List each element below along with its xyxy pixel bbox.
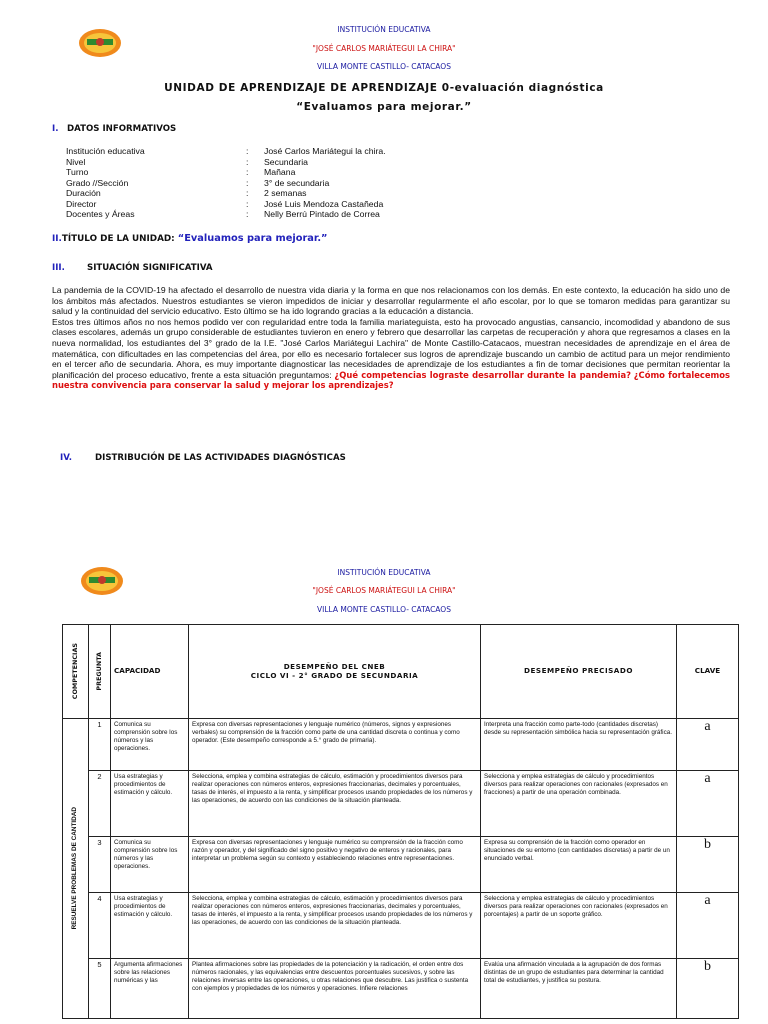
school-name-2: "JOSÉ CARLOS MARIÁTEGUI LA CHIRA" [312,586,456,595]
header-capacidad: CAPACIDAD [111,625,189,719]
info-row-director: Director : José Luis Mendoza Castañeda [66,198,384,209]
situation-paragraph-2: Estos tres últimos años no nos hemos podido ver con regularidad entre toda la familia mariateguista, esto ha provocado angustias, cansancio, incomodidad y abandono de sus clases escolares, además un grupo considerable de estudiantes tuvieron en enero y febrero que desarrollar las carpetas de recuperación y ahora que regresamos a clases en la nueva normalidad, los estudiantes del 3° grado de la I.E. "José Carlos Mariátegui Lachira" de Monte Castillo-Catacaos, muestran necesidades de aprendizaje en el área de matemática, con dificultades en las competencias del área, por ello es necesario fortalecer sus logros de aprendizaje buscando un cambio de actitud para un mejor rendimiento en el tercer año de secundaria. Ahora, es muy importante diagnosticar las necesidades de aprendizaje de los estudiantes a fin de tomar decisiones que permitan reorientar la planificación del proceso educativo, frente a esta situación preguntamos: ¿Qué competencias lograste desarrollar durante la pandemia? ¿Cómo fortalecemos nuestra convivencia para conservar la salud y mejorar los aprendizajes? [52,316,731,391]
section-2-heading [52,233,328,244]
situation-paragraph-1: La pandemia de la COVID-19 ha afectado el desarrollo de nuestra vida diaria y la forma en que nos relacionamos con los demás. En este contexto, la educación ha sido uno de los ámbitos más afectados. Nuestros estudiantes se vieron impedidos de iniciar y desarrollar regularmente el año escolar, por lo que se tomaron medidas para garantizar su salud y la continuidad del servicio educativo. Esto último se ha ido logrando gracias a la educación a distancia. [52,285,730,317]
answer-key: a [677,771,739,837]
section-4-heading [60,453,346,463]
unit-title: UNIDAD DE APRENDIZAJE DE APRENDIZAJE 0-evaluación diagnóstica [164,82,604,94]
answer-key: b [677,837,739,893]
header-desempeno-cneb: DESEMPEÑO DEL CNEB CICLO VI - 2° GRADO DE SECUNDARIA [189,625,481,719]
table-row: 5 Argumenta afirmaciones sobre las relaciones numéricas y las Plantea afirmaciones sobre las propiedades de la potenciación y la radicación, el orden entre dos números racionales, y las equivalencias entre descuentos porcentuales sucesivos, y sobre las relaciones inversas entre las operaciones, u otras relaciones que descubre. Las justifica o sustenta con ejemplos y propiedades de los números y operaciones. Infiere relaciones Evalúa una afirmación vinculada a la agrupación de dos formas distintas de un grupo de estudiantes para determinar la cantidad total de estudiantes, y justifica su postura. b [63,959,739,1019]
diagnostic-activities-table [62,624,739,1019]
info-row-level: Nivel : Secundaria [66,156,308,167]
info-table [66,146,626,220]
table-header-row [63,625,739,719]
answer-key: a [677,893,739,959]
unit-subtitle: “Evaluamos para mejorar.” [296,101,472,113]
school-location: VILLA MONTE CASTILLO- CATACAOS [317,62,451,71]
table-row: 3 Comunica su comprensión sobre los números y las operaciones. Expresa con diversas representaciones y lenguaje numérico su comprensión de la fracción como razón y operador, y del significado del signo positivo y negativo de enteros y racionales, para interpretar un problema según su contexto y estableciendo relaciones entre representaciones. Expresa su comprensión de la fracción como operador en situaciones de su entorno (con cantidades discretas) a partir de un enunciado verbal. b [63,837,739,893]
unit-name: “Evaluamos para mejorar.” [177,233,328,244]
info-row-institution: Institución educativa : José Carlos Mariátegui la chira. [66,146,386,156]
table-row: RESUELVE PROBLEMAS DE CANTIDAD 1 Comunica su comprensión sobre los números y las operaciones. Expresa con diversas representaciones y lenguaje numérico (números, signos y expresiones verbales) su comprensión de la fracción como parte de una cantidad discreta o continua y como operador. (Este desempeño corresponde a 5.° grado de primaria). Interpreta una fracción como parte-todo (cantidades discretas) desde su representación simbólica hacia su representación gráfica. a [63,719,739,771]
school-name: "JOSÉ CARLOS MARIÁTEGUI LA CHIRA" [312,44,456,53]
answer-key: a [677,719,739,771]
question-2: ¿Cómo fortalecemos nuestra convivencia para conservar la salud y mejorar los aprendizajes? [52,369,731,391]
section-4-number: IV. [60,453,73,463]
competence-cell: RESUELVE PROBLEMAS DE CANTIDAD [63,719,89,1019]
info-row-shift: Turno : Mañana [66,167,296,177]
question-1: ¿Qué competencias lograste desarrollar durante la pandemia? [334,369,631,380]
header-clave: CLAVE [677,625,739,719]
info-row-grade: Grado //Sección : 3° de secundaria [66,177,330,188]
section-2-number: II. [52,234,62,244]
section-2-title: TÍTULO DE LA UNIDAD: [61,234,175,244]
significant-situation [52,285,730,391]
info-row-teachers: Docentes y Áreas : Nelly Berrú Pintado de Correa [66,209,380,219]
table-row: 2 Usa estrategias y procedimientos de estimación y cálculo. Selecciona, emplea y combina estrategias de cálculo, estimación y procedimientos diversos para realizar operaciones con números enteros, expresiones fraccionarias, decimales y porcentuales, tasas de interés, el impuesto a la renta, y simplificar procesos usando propiedades de los números y las operaciones, de acuerdo con las condiciones de la situación planteada. Selecciona y emplea estrategias de cálculo y procedimientos diversos para realizar operaciones con racionales (expresados en fracciones) a partir de una operación combinada. a [63,771,739,837]
answer-key: b [677,959,739,1019]
section-3-title: SITUACIÓN SIGNIFICATIVA [87,263,213,273]
section-3-heading [52,263,213,273]
institution-label: INSTITUCIÓN EDUCATIVA [337,25,431,34]
institution-label-2: INSTITUCIÓN EDUCATIVA [337,568,431,577]
header-pregunta: PREGUNTA [89,625,111,719]
section-1-title: DATOS INFORMATIVOS [67,124,177,134]
section-1-heading [52,124,176,134]
school-location-2: VILLA MONTE CASTILLO- CATACAOS [317,605,451,614]
header-competencias: COMPETENCIAS [63,625,89,719]
table-row: 4 Usa estrategias y procedimientos de estimación y cálculo. Selecciona, emplea y combina estrategias de cálculo, estimación y procedimientos diversos para realizar operaciones con números enteros, expresiones fraccionarias, decimales y porcentuales, tasas de interés, el impuesto a la renta, y simplificar procesos usando propiedades de los números y las operaciones, de acuerdo con las condiciones de la situación planteada. Selecciona y emplea estrategias de cálculo y procedimientos diversos para realizar operaciones con racionales (expresados en porcentajes) a partir de un soporte gráfico. a [63,893,739,959]
header-desempeno-precisado: DESEMPEÑO PRECISADO [481,625,677,719]
section-3-number: III. [52,263,65,273]
section-4-title: DISTRIBUCIÓN DE LAS ACTIVIDADES DIAGNÓSTICAS [95,453,346,463]
section-1-number: I. [52,124,59,134]
info-row-duration: Duración : 2 semanas [66,188,307,198]
